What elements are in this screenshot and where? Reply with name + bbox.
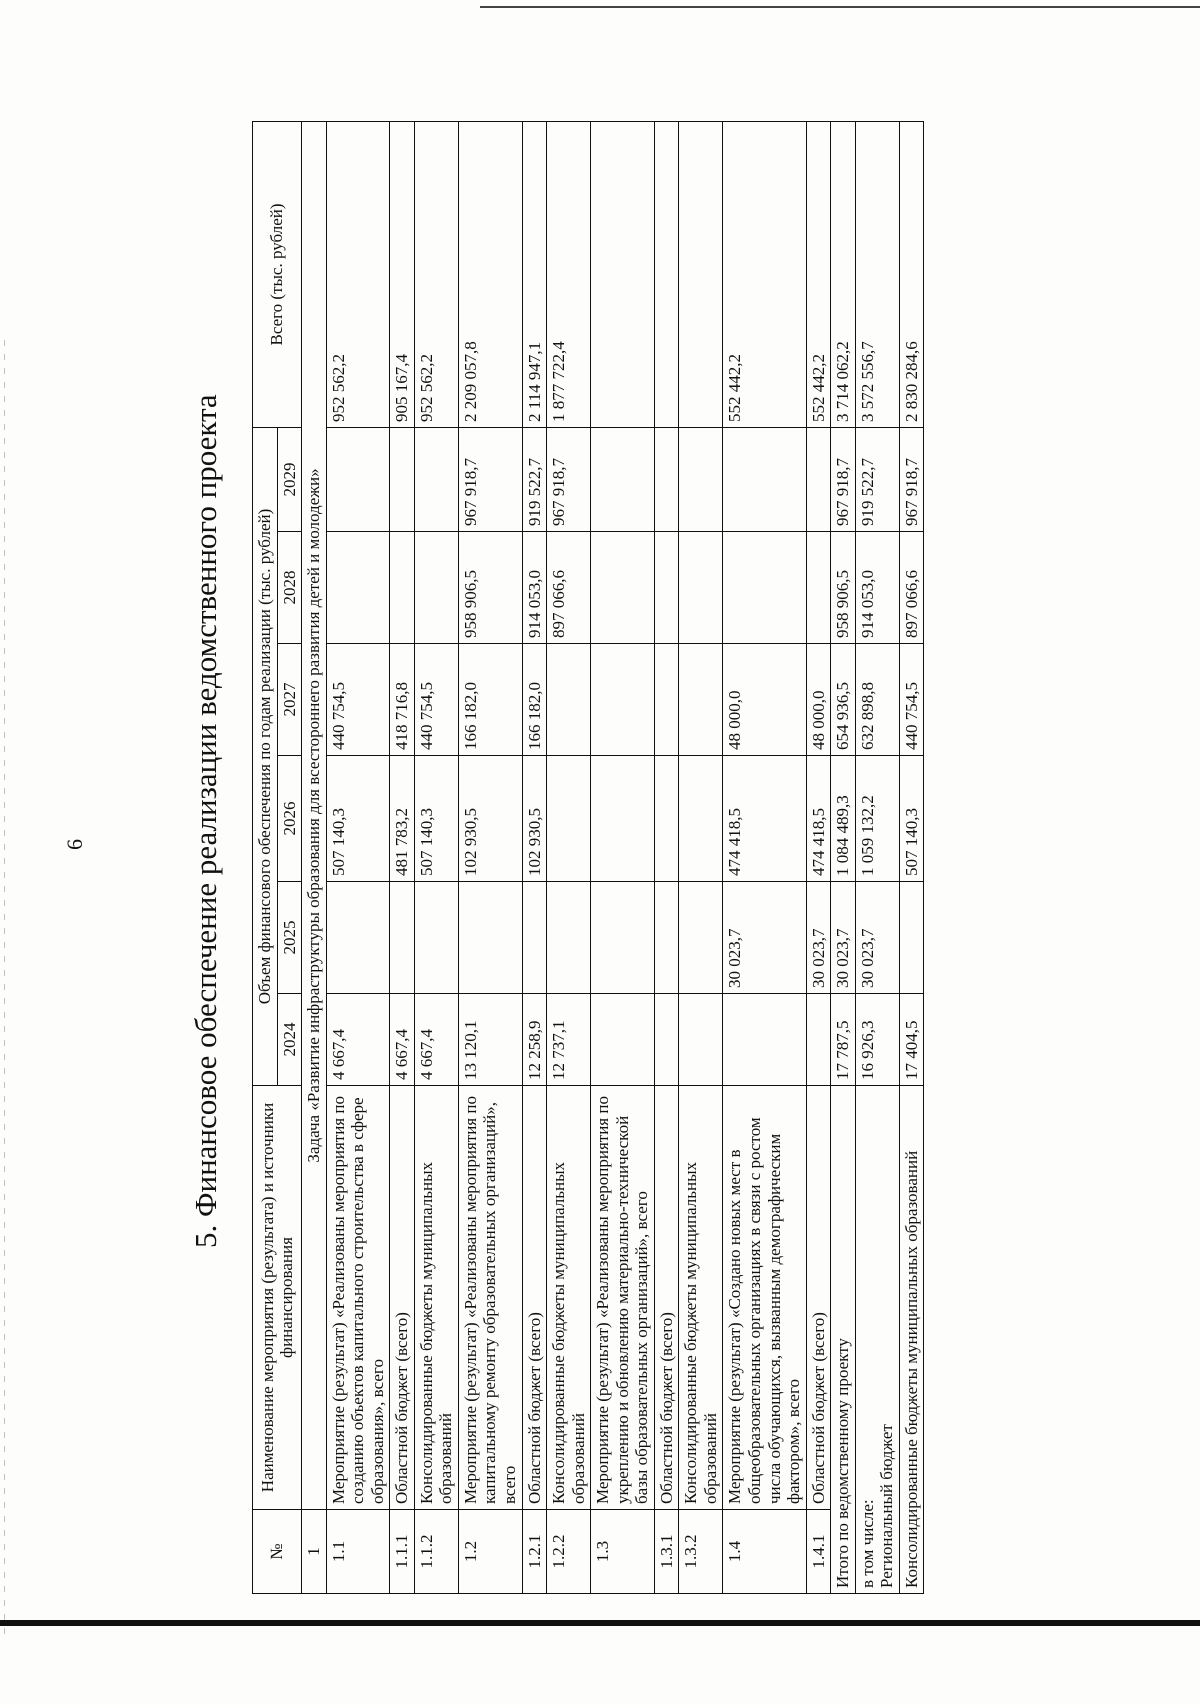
row-year-value [679, 882, 723, 994]
header-name: Наименование мероприятия (результата) и источники финансирования [253, 1086, 302, 1510]
totals-year-value: 632 898,8 [855, 644, 899, 756]
row-year-value [591, 532, 655, 644]
totals-year-value [899, 882, 924, 994]
totals-year-value: 17 787,5 [831, 994, 856, 1086]
table-row [723, 121, 806, 1593]
row-year-value [326, 427, 390, 531]
row-year-value: 4 667,4 [390, 994, 415, 1086]
table-row [458, 121, 522, 1593]
row-year-value [591, 644, 655, 756]
table-row [679, 121, 723, 1593]
row-year-value [591, 427, 655, 531]
table-row [591, 121, 655, 1593]
totals-total: 2 830 284,6 [899, 121, 924, 427]
row-name: Областной бюджет (всего) [654, 1086, 679, 1510]
row-year-value: 48 000,0 [806, 644, 831, 756]
rotated-table-wrapper [252, 122, 952, 1594]
row-year-value: 474 418,5 [723, 756, 806, 882]
row-name: Областной бюджет (всего) [390, 1086, 415, 1510]
totals-total: 3 572 556,7 [855, 121, 899, 427]
row-year-value: 4 667,4 [414, 994, 458, 1086]
totals-row [899, 121, 924, 1593]
row-name: Мероприятие (результат) «Реализованы мероприятия по созданию объектов капитального строительства в сфере образования», всего [326, 1086, 390, 1510]
totals-row [831, 121, 856, 1593]
row-year-value: 12 258,9 [522, 994, 547, 1086]
row-year-value [654, 644, 679, 756]
row-year-value [591, 882, 655, 994]
row-year-value [458, 882, 522, 994]
row-total: 952 562,2 [414, 121, 458, 427]
row-no: 1.1.1 [390, 1510, 415, 1594]
row-year-value: 166 182,0 [522, 644, 547, 756]
row-no: 1.4 [723, 1510, 806, 1594]
header-year: 2027 [277, 644, 302, 756]
totals-year-value: 897 066,6 [899, 532, 924, 644]
row-year-value: 967 918,7 [458, 427, 522, 531]
row-name: Областной бюджет (всего) [522, 1086, 547, 1510]
row-year-value [679, 756, 723, 882]
totals-name: в том числе: Региональный бюджет [855, 1086, 899, 1594]
row-year-value: 897 066,6 [547, 532, 591, 644]
row-year-value: 30 023,7 [723, 882, 806, 994]
row-year-value [414, 882, 458, 994]
row-year-value [547, 882, 591, 994]
totals-year-value: 17 404,5 [899, 994, 924, 1086]
row-name: Консолидированные бюджеты муниципальных образований [414, 1086, 458, 1510]
row-year-value [806, 427, 831, 531]
row-total [679, 121, 723, 427]
scan-artifact-bottom-bar [0, 1620, 1200, 1626]
row-year-value: 507 140,3 [414, 756, 458, 882]
totals-year-value: 440 754,5 [899, 644, 924, 756]
row-no: 1.3.1 [654, 1510, 679, 1594]
row-year-value [326, 882, 390, 994]
row-year-value [654, 994, 679, 1086]
header-row-1 [253, 121, 278, 1593]
row-name: Мероприятие (результат) «Реализованы мероприятия по капитальному ремонту образовательных организаций», всего [458, 1086, 522, 1510]
header-year: 2028 [277, 532, 302, 644]
totals-name: Итого по ведомственному проекту [831, 1086, 856, 1594]
row-year-value: 48 000,0 [723, 644, 806, 756]
row-year-value: 102 930,5 [522, 756, 547, 882]
section-title: 5. Финансовое обеспечение реализации ведомственного проекта [188, 394, 223, 1248]
table-row [326, 121, 390, 1593]
row-year-value: 507 140,3 [326, 756, 390, 882]
row-year-value: 440 754,5 [414, 644, 458, 756]
row-year-value [806, 994, 831, 1086]
totals-total: 3 714 062,2 [831, 121, 856, 427]
header-volume: Объем финансового обеспечения по годам реализации (тыс. рублей) [253, 427, 278, 1085]
row-total: 905 167,4 [390, 121, 415, 427]
totals-year-value: 967 918,7 [899, 427, 924, 531]
totals-year-value: 654 936,5 [831, 644, 856, 756]
row-year-value [806, 532, 831, 644]
row-year-value: 13 120,1 [458, 994, 522, 1086]
totals-name: Консолидированные бюджеты муниципальных образований [899, 1086, 924, 1594]
header-year: 2025 [277, 882, 302, 994]
row-total [591, 121, 655, 427]
row-year-value [723, 994, 806, 1086]
row-year-value [522, 882, 547, 994]
header-year: 2029 [277, 427, 302, 531]
row-no: 1.4.1 [806, 1510, 831, 1594]
row-no: 1.3.2 [679, 1510, 723, 1594]
row-year-value [326, 532, 390, 644]
row-year-value: 958 906,5 [458, 532, 522, 644]
totals-year-value: 16 926,3 [855, 994, 899, 1086]
row-name: Мероприятие (результат) «Создано новых мест в общеобразовательных организациях в связи с ростом числа обучающихся, вызванным демографическим фактором», всего [723, 1086, 806, 1510]
row-no: 1.1.2 [414, 1510, 458, 1594]
row-year-value [591, 756, 655, 882]
row-no: 1.3 [591, 1510, 655, 1594]
row-total [654, 121, 679, 427]
row-year-value [547, 644, 591, 756]
totals-year-value: 1 084 489,3 [831, 756, 856, 882]
totals-year-value: 30 023,7 [855, 882, 899, 994]
row-year-value [679, 994, 723, 1086]
table-row [414, 121, 458, 1593]
header-year: 2024 [277, 994, 302, 1086]
scan-artifact-edge [4, 340, 5, 1640]
row-year-value [390, 532, 415, 644]
row-no: 1.2.1 [522, 1510, 547, 1594]
table-row [547, 121, 591, 1593]
row-no: 1.2 [458, 1510, 522, 1594]
header-no: № [253, 1510, 302, 1594]
row-year-value: 4 667,4 [326, 994, 390, 1086]
row-year-value [679, 427, 723, 531]
row-total: 1 877 722,4 [547, 121, 591, 427]
totals-year-value: 507 140,3 [899, 756, 924, 882]
row-no: 1.2.2 [547, 1510, 591, 1594]
row-year-value [654, 882, 679, 994]
row-year-value [414, 532, 458, 644]
row-year-value: 440 754,5 [326, 644, 390, 756]
page-number: 6 [62, 839, 87, 850]
row-name: Консолидированные бюджеты муниципальных образований [547, 1086, 591, 1510]
row-year-value [679, 532, 723, 644]
table-row [806, 121, 831, 1593]
row-total: 2 209 057,8 [458, 121, 522, 427]
row-year-value [414, 427, 458, 531]
row-year-value: 474 418,5 [806, 756, 831, 882]
row-year-value [654, 427, 679, 531]
finance-table [252, 121, 924, 1594]
row-year-value: 481 783,2 [390, 756, 415, 882]
row-year-value [390, 882, 415, 994]
table-row [390, 121, 415, 1593]
table-row [654, 121, 679, 1593]
task-row [302, 121, 327, 1593]
header-year: 2026 [277, 756, 302, 882]
row-year-value [654, 756, 679, 882]
row-name: Консолидированные бюджеты муниципальных образований [679, 1086, 723, 1510]
totals-year-value: 919 522,7 [855, 427, 899, 531]
row-year-value [723, 427, 806, 531]
header-total: Всего (тыс. рублей) [253, 121, 302, 427]
totals-row [855, 121, 899, 1593]
row-total: 2 114 947,1 [522, 121, 547, 427]
row-year-value: 102 930,5 [458, 756, 522, 882]
totals-year-value: 967 918,7 [831, 427, 856, 531]
totals-year-value: 30 023,7 [831, 882, 856, 994]
task-label: Задача «Развитие инфраструктуры образования для всестороннего развития детей и молодежи» [302, 121, 327, 1509]
row-year-value: 418 716,8 [390, 644, 415, 756]
row-year-value [679, 644, 723, 756]
row-no: 1.1 [326, 1510, 390, 1594]
row-year-value: 919 522,7 [522, 427, 547, 531]
task-no: 1 [302, 1510, 327, 1594]
row-year-value [723, 532, 806, 644]
row-year-value [547, 756, 591, 882]
row-year-value [591, 994, 655, 1086]
table-row [522, 121, 547, 1593]
row-name: Областной бюджет (всего) [806, 1086, 831, 1510]
row-year-value: 166 182,0 [458, 644, 522, 756]
scan-artifact-line [480, 6, 1200, 8]
row-year-value: 967 918,7 [547, 427, 591, 531]
row-total: 952 562,2 [326, 121, 390, 427]
row-year-value [390, 427, 415, 531]
row-year-value: 12 737,1 [547, 994, 591, 1086]
totals-year-value: 1 059 132,2 [855, 756, 899, 882]
row-year-value: 30 023,7 [806, 882, 831, 994]
row-name: Мероприятие (результат) «Реализованы мероприятия по укреплению и обновлению материально-технической базы образовательных организаций», всего [591, 1086, 655, 1510]
row-total: 552 442,2 [723, 121, 806, 427]
totals-year-value: 914 053,0 [855, 532, 899, 644]
row-total: 552 442,2 [806, 121, 831, 427]
totals-year-value: 958 906,5 [831, 532, 856, 644]
row-year-value [654, 532, 679, 644]
row-year-value: 914 053,0 [522, 532, 547, 644]
